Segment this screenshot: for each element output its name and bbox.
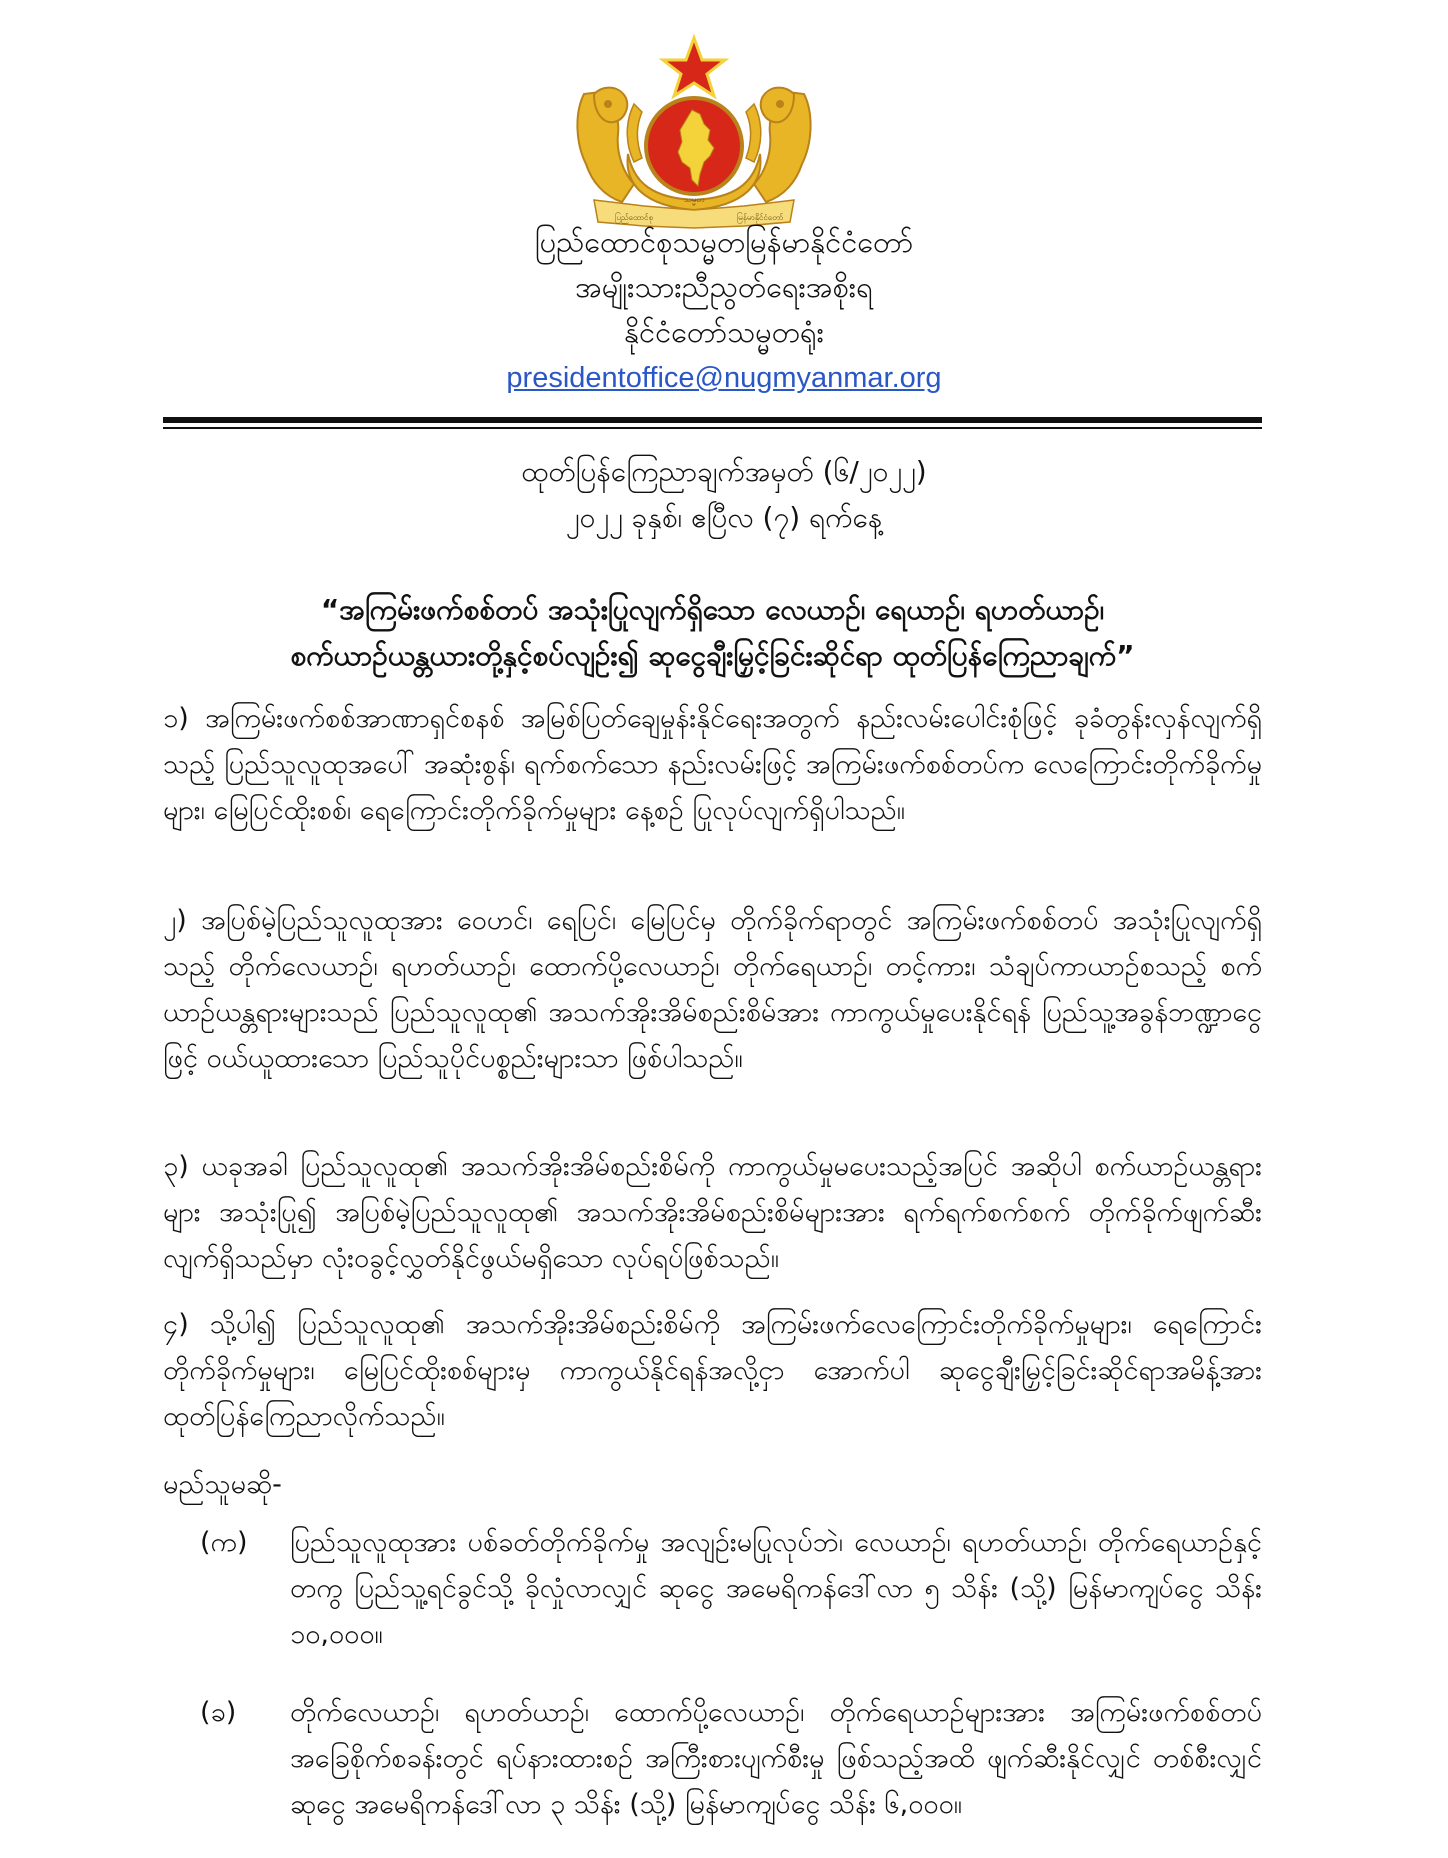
reward-item-text: တိုက်လေယာဉ်၊ ရဟတ်ယာဉ်၊ ထောက်ပို့လေယာဉ်၊ တိုက်ရေယာဉ်များအား အကြမ်းဖက်စစ်တပ် အခြေစိုက်စခန်းတွင် ရပ်နားထားစဉ် အကြီးစားပျက်စီးမှု ဖြစ်သည့်အထိ ဖျက်ဆီးနိုင်လျှင် တစ်စီးလျှင် ဆုငွေ အမေရိကန်ဒေါ်လာ ၃ သိန်း (သို့) မြန်မာကျပ်ငွေ သိန်း ၆,၀၀၀။ [290,1697,1262,1820]
ribbon-text-left: ပြည်ထောင်စု [615,213,653,222]
announcement-date: ၂၀၂၂ ခုနှစ်၊ ဧပြီလ (၇) ရက်နေ့ [565,501,883,534]
reward-item-text: ပြည်သူလူထုအား ပစ်ခတ်တိုက်ခိုက်မှု အလျဉ်းမပြုလုပ်ဘဲ၊ လေယာဉ်၊ ရဟတ်ယာဉ်၊ တိုက်ရေယာဉ်နှင့်တကွ ပြည်သူ့ရင်ခွင်သို့ ခိုလှုံလာလျှင် ဆုငွေ အမေရိကန်ဒေါ်လာ ၅ သိန်း (သို့) မြန်မာကျပ်ငွေ သိန်း ၁၀,၀၀၀။ [290,1527,1262,1650]
reward-item [200,1520,1262,1668]
header-divider [163,417,1262,423]
paragraph-2: ၂) အပြစ်မဲ့ပြည်သူလူထုအား ဝေဟင်၊ ရေပြင်၊ မြေပြင်မှ တိုက်ခိုက်ရာတွင် အကြမ်းဖက်စစ်တပ် အသုံးပြုလျက်ရှိသည့် တိုက်လေယာဉ်၊ ရဟတ်ယာဉ်၊ ထောက်ပို့လေယာဉ်၊ တိုက်ရေယာဉ်၊ တင့်ကား၊ သံချပ်ကာယာဉ်စသည့် စက်ယာဉ်ယန္တရားများသည် ပြည်သူလူထု၏ အသက်အိုးအိမ်စည်းစိမ်အား ကာကွယ်မှုပေးနိုင်ရန် ပြည်သူ့အခွန်ဘဏ္ဍာငွေဖြင့် ဝယ်ယူထားသော ပြည်သူပိုင်ပစ္စည်းများသာ ဖြစ်ပါသည်။ [163,905,1262,1074]
header-divider-thin [163,427,1262,429]
anyone-label: မည်သူမဆို- [163,1469,282,1500]
paragraph-3: ၃) ယခုအခါ ပြည်သူလူထု၏ အသက်အိုးအိမ်စည်းစိမ်ကို ကာကွယ်မှုမပေးသည့်အပြင် အဆိုပါ စက်ယာဉ်ယန္တရားများ အသုံးပြု၍ အပြစ်မဲ့ပြည်သူလူထု၏ အသက်အိုးအိမ်စည်းစိမ်များအား ရက်ရက်စက်စက် တိုက်ခိုက်ဖျက်ဆီးလျက်ရှိသည်မှာ လုံးဝခွင့်လွှတ်နိုင်ဖွယ်မရှိသော လုပ်ရပ်ဖြစ်သည်။ [163,1151,1262,1274]
ribbon-text-center: သမ္မတ [683,195,705,204]
ribbon-text-right: မြန်မာနိုင်ငံတော် [736,213,784,222]
document-title-line-1: “အကြမ်းဖက်စစ်တပ် အသုံးပြုလျက်ရှိသော လေယာဉ်၊ ရေယာဉ်၊ ရဟတ်ယာဉ်၊ [320,593,1105,626]
left-lion-icon [577,88,634,202]
header-government: အမျိုးသားညီညွတ်ရေးအစိုးရ [575,270,873,304]
reward-item-number: (က) [200,1527,248,1558]
document-title-line-2: စက်ယာဉ်ယန္တယားတို့နှင့်စပ်လျဉ်း၍ ဆုငွေချီးမြှင့်ခြင်းဆိုင်ရာ ထုတ်ပြန်ကြေညာချက်” [290,639,1135,672]
announcement-number: ထုတ်ပြန်ကြေညာချက်အမှတ် (၆/၂၀၂၂) [521,455,927,488]
email-link[interactable]: presidentoffice@nugmyanmar.org [506,362,942,394]
paragraph-1: ၁) အကြမ်းဖက်စစ်အာဏာရှင်စနစ် အမြစ်ပြတ်ချေမှုန်းနိုင်ရေးအတွက် နည်းလမ်းပေါင်းစုံဖြင့် ခုခံတွန်းလှန်လျက်ရှိသည့် ပြည်သူလူထုအပေါ် အဆုံးစွန်၊ ရက်စက်သော နည်းလမ်းဖြင့် အကြမ်းဖက်စစ်တပ်က လေကြောင်းတိုက်ခိုက်မှုများ၊ မြေပြင်ထိုးစစ်၊ ရေကြောင်းတိုက်ခိုက်မှုများ နေ့စဉ် ပြုလုပ်လျက်ရှိပါသည်။ [163,703,1262,826]
right-lion-icon [754,88,811,202]
paragraph-4: ၄) သို့ပါ၍ ပြည်သူလူထု၏ အသက်အိုးအိမ်စည်းစိမ်ကို အကြမ်းဖက်လေကြောင်းတိုက်ခိုက်မှုများ၊ ရေကြောင်းတိုက်ခိုက်မှုများ၊ မြေပြင်ထိုးစစ်များမှ ကာကွယ်နိုင်ရန်အလို့ငှာ အောက်ပါ ဆုငွေချီးမြှင့်ခြင်းဆိုင်ရာအမိန့်အား ထုတ်ပြန်ကြေညာလိုက်သည်။ [163,1309,1262,1432]
state-emblem [564,34,824,230]
star-icon [663,38,725,96]
header-office: နိုင်ငံတော်သမ္မတရုံး [624,315,824,349]
reward-item [200,1690,1262,1858]
header-country: ပြည်ထောင်စုသမ္မတမြန်မာနိုင်ငံတော် [534,225,914,259]
reward-item-number: (ခ) [200,1697,237,1728]
